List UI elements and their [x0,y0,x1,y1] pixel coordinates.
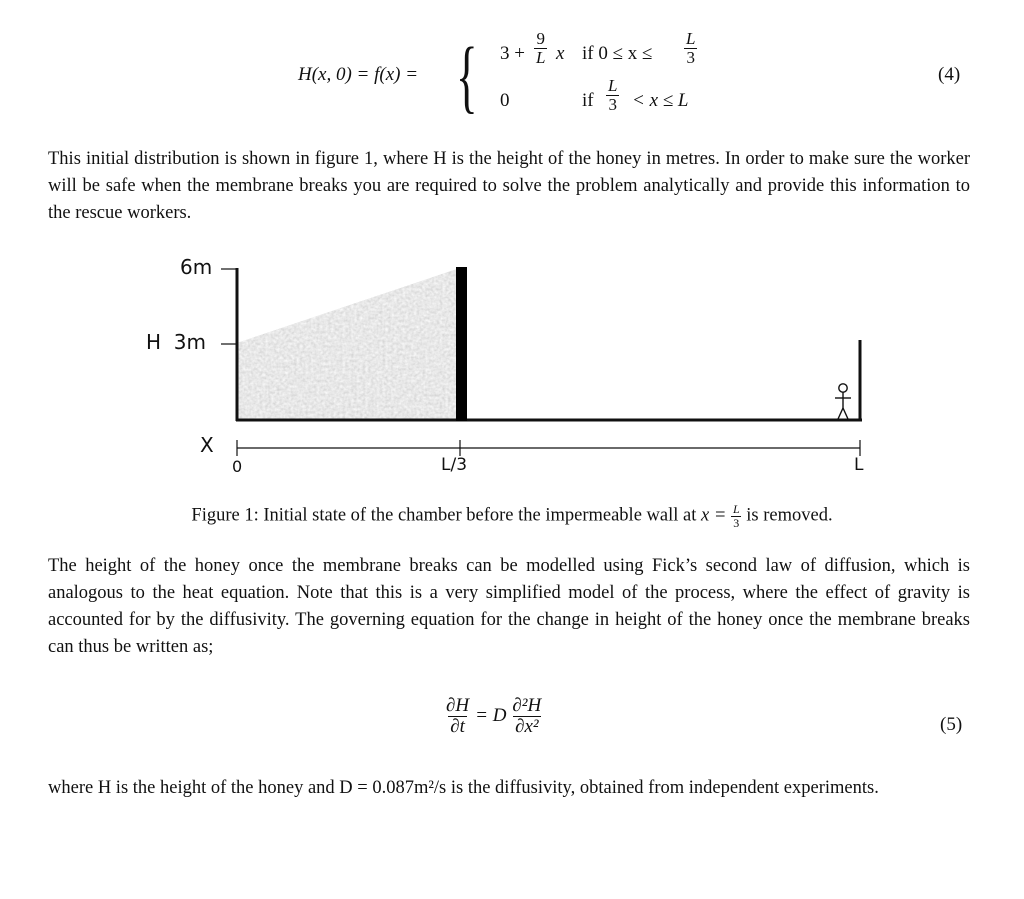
eq4-case2-den: 3 [608,94,617,114]
caption-frac-num: L [732,502,740,516]
eq5-rhs-num: ∂²H [512,695,542,716]
eq4-case1-cond-num: L [686,29,696,48]
figure-caption [0,503,1024,529]
eq4-case1-const: 3 + [500,43,525,64]
eq5-lhs-num: ∂H [446,695,470,716]
x-axis-label: X [200,433,214,457]
eq5-eq: = D [475,705,507,727]
eq4-case2-if: if [582,90,594,111]
eq4-case1-var: x [556,43,565,64]
y-label-6m: 6m [180,255,213,279]
eq4-case2-rest: < x ≤ L [632,90,689,111]
worker-icon [835,384,851,419]
eq5-lhs-frac [444,696,471,737]
eq4-case1-cond: if 0 ≤ x ≤ [582,43,653,64]
eq5-number: (5) [940,714,963,735]
eq5-rhs-frac [510,696,543,737]
caption-frac-den: 3 [733,515,740,530]
caption-suffix: is removed. [746,505,833,526]
eq5-rhs-den: ∂x² [515,715,539,737]
eq4-case1-frac [534,30,547,67]
paragraph-2: The height of the honey once the membrane breaks can be modelled using Fick’s second law of diffusion, which is analogous to the heat equation. Note that this is a very simplified model of the process, where the effect of gravity is accounted for by the diffusivity. The governing equation for the change in height of the honey once the membrane breaks can thus be written as; [48,556,970,657]
paragraph-1: This initial distribution is shown in figure 1, where H is the height of the honey in metres. In order to make sure the worker will be safe when the membrane breaks you are required to solve the problem analytically and provide this information to the rescue workers. [48,149,970,223]
caption-x-eq: x = [701,505,727,526]
x-tick-label-l3: L/3 [441,455,468,475]
figure-1 [0,240,1024,490]
eq4-lhs: H(x, 0) = f(x) = [298,64,419,85]
caption-frac [731,503,742,529]
impermeable-wall [456,267,467,421]
x-tick-label-l: L [854,455,864,475]
x-tick-label-0: 0 [232,457,243,476]
honey-texture [237,268,461,420]
eq4-brace: { [456,30,478,121]
paragraph-3: where H is the height of the honey and D = 0.087m²/s is the diffusivity, obtained from independent experiments. [48,778,879,798]
eq4-number: (4) [938,64,961,85]
eq4-case2-num: L [608,76,618,95]
eq4-case1-cond-den: 3 [686,47,695,67]
eq4-case2-value: 0 [500,90,510,111]
equation-5 [444,696,543,737]
caption-prefix: Figure 1: Initial state of the chamber before the impermeable wall at [191,505,697,526]
eq4-case1-num: 9 [536,29,545,48]
eq5-lhs-den: ∂t [450,715,465,737]
eq4-case1-cond-frac [684,30,697,67]
equation-4 [298,28,718,128]
eq4-case2-frac [606,77,619,114]
y-label-3m: H 3m [146,330,206,354]
eq4-case1-den: L [536,47,546,67]
